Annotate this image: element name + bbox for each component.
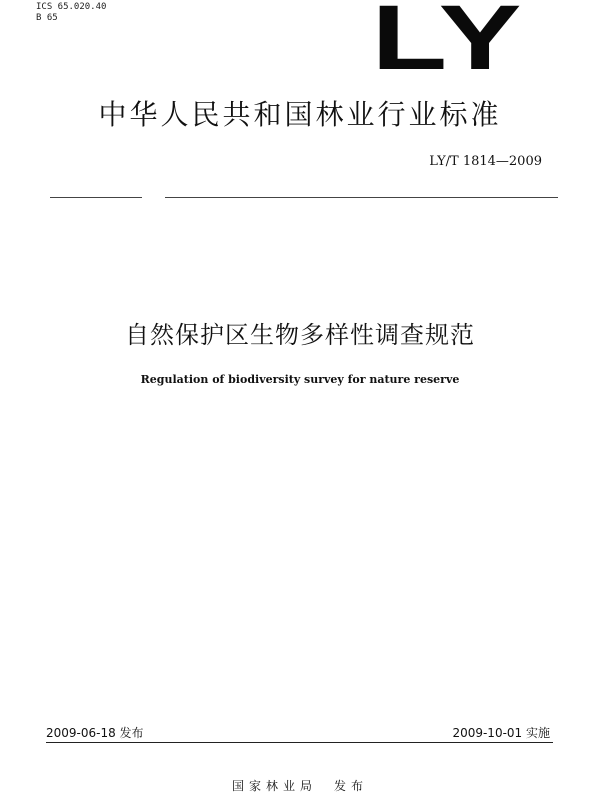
divider-right [165,197,558,198]
standard-code: LY/T 1814—2009 [429,154,542,169]
standard-type-title: 中华人民共和国林业行业标准 [98,98,502,131]
implementation-date: 2009-10-01 实施 [452,726,550,740]
footer-divider [46,742,553,743]
document-subtitle: Regulation of biodiversity survey for nature reserve [140,373,460,386]
classification-codes [36,2,106,24]
divider-left [50,197,142,198]
standard-logo: LY [371,0,524,89]
category-code: B 65 [36,13,58,23]
issue-date: 2009-06-18 发布 [46,726,144,740]
ics-code: ICS 65.020.40 [36,2,107,12]
publisher: 国家林业局 发布 [231,779,368,793]
document-title: 自然保护区生物多样性调查规范 [125,321,475,349]
